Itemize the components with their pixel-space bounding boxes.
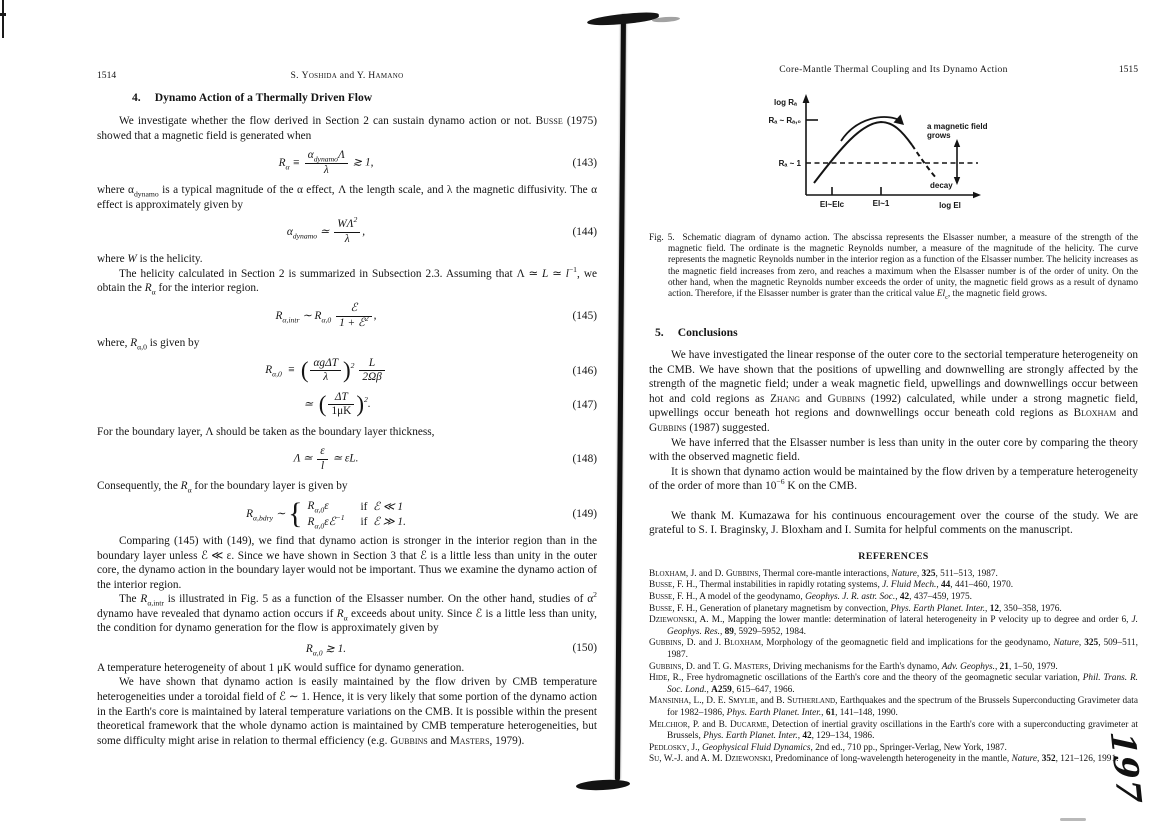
reference-entry: Mansinha, L., D. E. Smylie, and B. Sutherland, Earthquakes and the spectrum of the Brussels Superconducting Gravimeter data for 1982–1986, Phys. Earth Planet. Inter., 61, 141–148, 1990. — [649, 696, 1138, 718]
equation-body: $\alpha_{dynamo}$ ≃ $\frac{W\Lambda^2}{\lambda}$ , — [286, 215, 366, 245]
figure-caption-text: Schematic diagram of dynamo action. The abscissa represents the Elsasser number, a measure of the strength of the magnetic field. The ordinate is the magnetic Reynolds number, a measure of the magnitude of the helicity. The curve represents the magnetic Reynolds number in the interior region as a function of the Elsasser number. The helicity increases as the magnetic field increases from zero, and reaches a maximum when the Elsasser number is of the order of unity. On the other hand, when the magnetic Reynolds number exceeds the order of unity, the magnetic field grows as a result of dynamo action. Therefore, if the Elsasser number is grater than the critical value $El_c$, the magnetic field grows. — [668, 233, 1138, 301]
equation-body: Λ ≃ $\frac{\varepsilon}{l}$ ≃ εL. — [293, 445, 359, 472]
equation-148 — [97, 445, 597, 473]
equation-number: (146) — [572, 364, 597, 377]
left-page-header — [97, 70, 597, 81]
paragraph: where W is the helicity. — [97, 253, 203, 266]
right-page — [649, 64, 1138, 766]
right-page-number: 1515 — [1118, 64, 1138, 75]
reference-entry: Pedlosky, J., Geophysical Fluid Dynamics, 2nd ed., 710 pp., Springer-Verlag, New York, 1987. — [649, 742, 1007, 753]
paragraph: where, $R_{\alpha,0}$ is given by — [97, 337, 200, 352]
section-title: Conclusions — [677, 326, 738, 340]
dynamo-schematic-plot — [744, 87, 1092, 221]
references-heading: REFERENCES — [858, 550, 929, 562]
equation-number: (147) — [572, 398, 597, 411]
references-list — [649, 569, 1138, 766]
x-tick-left-label: El~Elc — [819, 200, 845, 209]
page-edge-tick — [0, 13, 6, 16]
equation-149 — [97, 497, 597, 531]
right-page-body — [649, 348, 1138, 538]
paragraph: We have inferred that the Elsasser number is less than unity in the outer core by comparing the theory with the observed magnetic field. — [649, 436, 1138, 464]
reynolds-curve-solid — [814, 122, 912, 183]
paragraph: where $\alpha_{dynamo}$ is a typical magnitude of the α effect, Λ the length scale, and λ the magnetic diffusivity. The α effect is approximately given by — [97, 184, 598, 211]
equation-150 — [97, 642, 597, 658]
scan-corner-mark — [1060, 818, 1086, 821]
section-number: 4. — [132, 91, 141, 104]
x-axis-label: log El — [939, 201, 961, 210]
paragraph: For the boundary layer, Λ should be taken as the boundary layer thickness, — [97, 425, 435, 438]
reference-entry: Bloxham, J. and D. Gubbins, Thermal core-mantle interactions, Nature, 325, 511–513, 1987. — [649, 568, 998, 579]
reference-entry: Busse, F. H., Thermal instabilities in rapidly rotating systems, J. Fluid Mech., 44, 441–460, 1970. — [649, 580, 1014, 591]
equation-144 — [97, 215, 597, 246]
equation-number: (150) — [572, 642, 597, 655]
page-binding-shadow — [615, 14, 626, 781]
equation-145 — [97, 302, 597, 330]
reference-entry: Dziewonski, A. M., Mapping the lower mantle: determination of lateral heterogeneity in P velocity up to degree and order 6, J. Geophys. Res., 89, 5929–5952, 1984. — [649, 615, 1138, 637]
section-title: Dynamo Action of a Thermally Driven Flow — [154, 91, 373, 104]
scan-smudge-bottom — [576, 779, 630, 792]
section-number: 5. — [655, 326, 664, 340]
paragraph: We have shown that dynamo action is easily maintained by the flow driven by CMB temperature heterogeneities under a toroidal field of ℰ ∼ 1. Hence, it is very likely that some portion of the dynamo action in the Earth's core is maintained by lateral temperature variations on the CMB. It is possible within the present theoretical framework that the whole dynamo action is maintained by CMB temperature heterogeneities, but some difficulty might arise in relation to thermal efficiency (e.g. Gubbins and Masters, 1979). — [97, 676, 597, 747]
figure-caption-label: Fig. 5. — [649, 233, 675, 243]
equation-number: (148) — [572, 453, 597, 466]
reference-entry: Su, W.-J. and A. M. Dziewonski, Predominance of long-wavelength heterogeneity in the mantle, Nature, 352, 121–126, 1991. — [649, 754, 1119, 765]
paragraph: We have investigated the linear response of the outer core to the sectorial temperature heterogeneity on the CMB. We have shown that the positions of upwelling and downwelling are strongly affected by the strength of the magnetic field; under a weak magnetic field, upwellings and downwellings occur between hot and cold regions as Zhang and Gubbins (1992) calculated, while under a strong magnetic field, upwellings occur beneath hot regions and downwellings occur beneath cold regions as Bloxham and Gubbins (1987) suggested. — [649, 349, 1139, 434]
x-axis-arrowhead — [973, 192, 981, 198]
paragraph: The helicity calculated in Section 2 is summarized in Subsection 2.3. Assuming that Λ ≃ L ≃ $l^{-1}$, we obtain the $R_\alpha$ for the interior region. — [97, 265, 598, 297]
paragraph: We investigate whether the flow derived in Section 2 can sustain dynamo action or not. Busse (1975) showed that a magnetic field is generated when — [97, 115, 597, 142]
right-page-header — [649, 64, 1138, 75]
direction-arrow-curve — [841, 117, 901, 141]
reference-entry: Gubbins, D. and J. Bloxham, Morphology of the geomagnetic field and implications for the geodynamo, Nature, 325, 509–511, 1987. — [649, 638, 1139, 660]
equation-143 — [97, 149, 597, 177]
section-4-heading — [132, 91, 597, 104]
y-axis-label: log Rₐ — [774, 98, 798, 107]
equation-body: $R_{\alpha,0}$ ≡ ( $\frac{\text{αgΔT}}{\lambda}$ )$^2$ $\frac{L}{2\Omega\beta}$ — [97, 357, 555, 385]
left-page-body — [97, 114, 597, 748]
section-5-heading — [655, 326, 1138, 339]
paragraph: We thank M. Kumazawa for his continuous encouragement over the course of the study. We are grateful to S. I. Braginsky, J. Bloxham and I. Sumita for helpful comments on the manuscript. — [649, 509, 1138, 537]
equation-body: $R_{\alpha,intr}$ ∼ $R_{\alpha,0}$ $\frac{\text{ℰ}}{1 + ℰ^2}$ , — [275, 302, 377, 329]
grow-annotation-line1: a magnetic field — [927, 122, 988, 131]
y-axis-arrowhead — [803, 94, 810, 103]
grow-arrowhead-up — [954, 139, 960, 147]
paragraph: A temperature heterogeneity of about 1 μK would suffice for dynamo generation. — [97, 661, 465, 674]
reference-entry: Busse, F. H., Generation of planetary magnetism by convection, Phys. Earth Planet. Inter., 12, 350–358, 1976. — [649, 603, 1062, 614]
figure-caption — [649, 233, 1138, 300]
reference-entry: Hide, R., Free hydromagnetic oscillations of the Earth's core and the theory of the geomagnetic secular variation, Phil. Trans. R. Soc. Lond., A259, 615–647, 1966. — [649, 673, 1138, 695]
left-page-number: 1514 — [97, 70, 117, 81]
y-value-upper-label: Rₐ ~ Rₐ,₀ — [768, 116, 801, 125]
reynolds-curve-dashed — [912, 145, 937, 179]
decay-annotation: decay — [930, 181, 953, 190]
paragraph: Consequently, the $R_\alpha$ for the boundary layer is given by — [97, 480, 348, 495]
equation-number: (149) — [572, 508, 597, 521]
y-value-lower-label: Rₐ ~ 1 — [778, 159, 801, 168]
equation-147 — [97, 391, 597, 419]
equation-number: (144) — [572, 226, 597, 239]
equation-body: $R_{\alpha,0}$ ≳ 1. — [305, 642, 347, 658]
curve-arrowhead — [894, 115, 905, 126]
figure-5-diagram — [744, 87, 1138, 226]
equation-body: ≃ ( $\frac{\Delta T}{1\mu K}$ )$^2$. — [303, 390, 371, 418]
decay-arrowhead-down — [954, 177, 960, 185]
paragraph: Comparing (145) with (149), we find that dynamo action is stronger in the interior region than in the boundary layer unless ℰ ≪ ε. Since we have shown in Section 3 that ℰ is a little less than unity in the outer core, the dynamo action in the boundary layer would not be important. Thus we examine the dynamo action of the interior region. — [97, 535, 597, 591]
equation-146 — [97, 357, 597, 385]
page-edge-mark — [2, 0, 4, 38]
paragraph: It is shown that dynamo action would be maintained by the flow driven by a temperature heterogeneity of the order of more than $10^{-6}$ K on the CMB. — [649, 465, 1138, 493]
equation-body: $R_{\alpha,bdry}$ ∼ { $R_{\alpha,0}\varepsilon$ if ℰ ≪ 1 $R_{\alpha,0}\varepsilon ℰ^{-1}$ if ℰ ≫ 1. — [246, 497, 406, 531]
grow-annotation-line2: grows — [927, 131, 951, 140]
reference-entry: Melchior, P. and B. Ducarme, Detection of inertial gravity oscillations in the Earth's core with a superconducting gravimeter at Brussels, Phys. Earth Planet. Inter., 42, 129–134, 1986. — [649, 719, 1138, 742]
equation-number: (143) — [572, 157, 597, 170]
x-tick-mid-label: El~1 — [872, 199, 890, 208]
paragraph: The $R_{\alpha,intr}$ is illustrated in Fig. 5 as a function of the Elsasser number. On the other hand, studies of $\alpha^2$ dynamo have revealed that dynamo action occurs if $R_\alpha$ exceeds about unity. Since ℰ is a little less than unity, the condition for dynamo generation for the flow is approximately given by — [97, 590, 597, 635]
reference-entry: Gubbins, D. and T. G. Masters, Driving mechanisms for the Earth's dynamo, Adv. Geophys., 21, 1–50, 1979. — [649, 661, 1058, 672]
handwritten-page-number: 197 — [1102, 731, 1150, 804]
left-page — [97, 70, 597, 748]
reference-entry: Busse, F. H., A model of the geodynamo, Geophys. J. R. astr. Soc., 42, 437–459, 1975. — [649, 591, 972, 602]
equation-number: (145) — [572, 310, 597, 323]
equation-body: $R_\alpha$ ≡ $\frac{\alpha_{dynamo}\Lambda}{\lambda}$ ≳ 1, — [278, 149, 374, 176]
right-running-head: Core-Mantle Thermal Coupling and Its Dynamo Action — [779, 64, 1008, 75]
left-running-head: S. Yoshida and Y. Hamano — [290, 70, 404, 81]
